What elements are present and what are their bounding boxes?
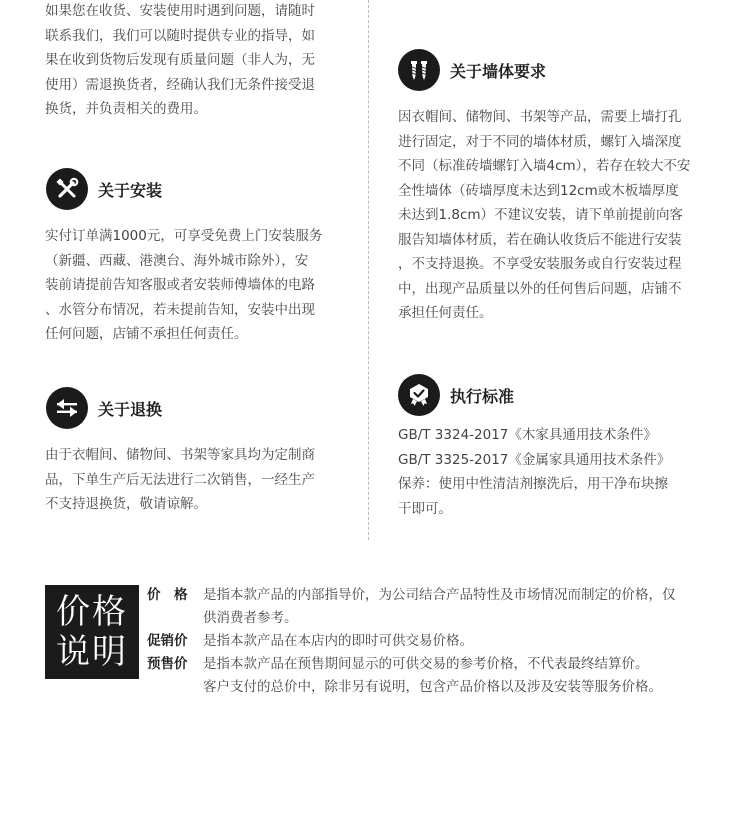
price-description: [203, 653, 717, 699]
text-line: 、水管分布情况，若未提前告知，安装中出现: [45, 301, 315, 318]
section-header-wall: [398, 49, 546, 91]
text-line: 是指本款产品在预售期间显示的可供交易的参考价格，不代表最终结算价。: [203, 656, 649, 672]
text-line: 未达到1.8cm）不建议安装，请下单前提前向客: [398, 207, 684, 223]
certified-badge-icon: [398, 374, 440, 416]
wall-paragraph: [398, 105, 718, 326]
text-line: 如果您在收货、安装使用时遇到问题，请随时: [45, 3, 315, 19]
return-paragraph: [45, 443, 357, 517]
exchange-arrows-icon: [46, 387, 88, 429]
price-explanation-badge: [45, 585, 139, 679]
text-line: 果在收到货物后发现有质量问题（非人为，无: [45, 52, 315, 68]
section-title: 关于安装: [98, 180, 163, 200]
price-description: [203, 630, 717, 653]
intro-paragraph: [45, 0, 355, 122]
text-line: 装前请提前告知客服或者安装师傅墙体的电路: [45, 277, 315, 293]
text-line: 使用）需退换货者，经确认我们无条件接受退: [45, 76, 315, 93]
section-header-install: [46, 168, 162, 210]
badge-line: 价格: [56, 592, 128, 632]
text-line: 换货，并负责相关的费用。: [45, 101, 207, 117]
text-line: 品，下单生产后无法进行二次销售，一经生产: [45, 471, 315, 488]
text-line: 不同（标准砖墙螺钉入墙4cm），若存在较大不安: [398, 158, 691, 174]
text-line: 全性墙体（砖墙厚度未达到12cm或木板墙厚度: [398, 182, 679, 199]
text-line: 实付订单满1000元，可享受免费上门安装服务: [45, 228, 323, 244]
section-header-return: [46, 387, 162, 429]
price-label: 预售价: [147, 656, 188, 672]
text-line: 供消费者参考。: [203, 610, 298, 626]
price-row-promo-price: [147, 630, 717, 653]
text-line: 是指本款产品在本店内的即时可供交易价格。: [203, 633, 473, 649]
text-line: 承担任何责任。: [398, 305, 493, 321]
text-line: 服告知墙体材质，若在确认收货后不能进行安装: [398, 231, 682, 248]
price-explanation-list: [147, 584, 717, 699]
text-line: 由于衣帽间、储物间、书架等家具均为定制商: [45, 447, 315, 463]
section-title: 关于墙体要求: [450, 61, 547, 81]
text-line: （新疆、西藏、港澳台、海外城市除外），安: [45, 252, 309, 269]
price-label: 价 格: [147, 587, 188, 603]
price-label: 促销价: [147, 633, 188, 649]
price-row-presale-price: [147, 653, 717, 699]
section-title: 关于退换: [98, 399, 163, 419]
text-line: 是指本款产品的内部指导价，为公司结合产品特性及市场情况而制定的价格，仅: [203, 587, 676, 603]
text-line: 客户支付的总价中，除非另有说明，包含产品价格以及涉及安装等服务价格。: [203, 679, 662, 695]
install-paragraph: [45, 224, 357, 347]
text-line: 因衣帽间、储物间、书架等产品，需要上墙打孔: [398, 109, 682, 125]
standard-paragraph: [398, 423, 718, 521]
text-line: GB/T 3324-2017《木家具通用技术条件》: [398, 427, 657, 443]
text-line: GB/T 3325-2017《金属家具通用技术条件》: [398, 451, 671, 468]
text-line: 任何问题，店铺不承担任何责任。: [45, 326, 248, 342]
tools-icon: [46, 168, 88, 210]
text-line: 保养：使用中性清洁剂擦洗后，用干净布块擦: [398, 476, 668, 492]
text-line: 中，出现产品质量以外的任何售后问题，店铺不: [398, 280, 682, 297]
section-header-standard: [398, 374, 514, 416]
text-line: ，不支持退换。不享受安装服务或自行安装过程: [398, 256, 682, 272]
text-line: 不支持退换货，敬请谅解。: [45, 496, 207, 512]
section-title: 执行标准: [450, 386, 515, 406]
text-line: 干即可。: [398, 500, 452, 517]
price-description: [203, 584, 717, 630]
text-line: 联系我们，我们可以随时提供专业的指导，如: [45, 27, 315, 44]
drill-bits-icon: [398, 49, 440, 91]
column-divider: [368, 0, 369, 540]
price-row-list-price: [147, 584, 717, 630]
text-line: 进行固定，对于不同的墙体材质，螺钉入墙深度: [398, 133, 682, 150]
badge-line: 说明: [56, 632, 128, 672]
